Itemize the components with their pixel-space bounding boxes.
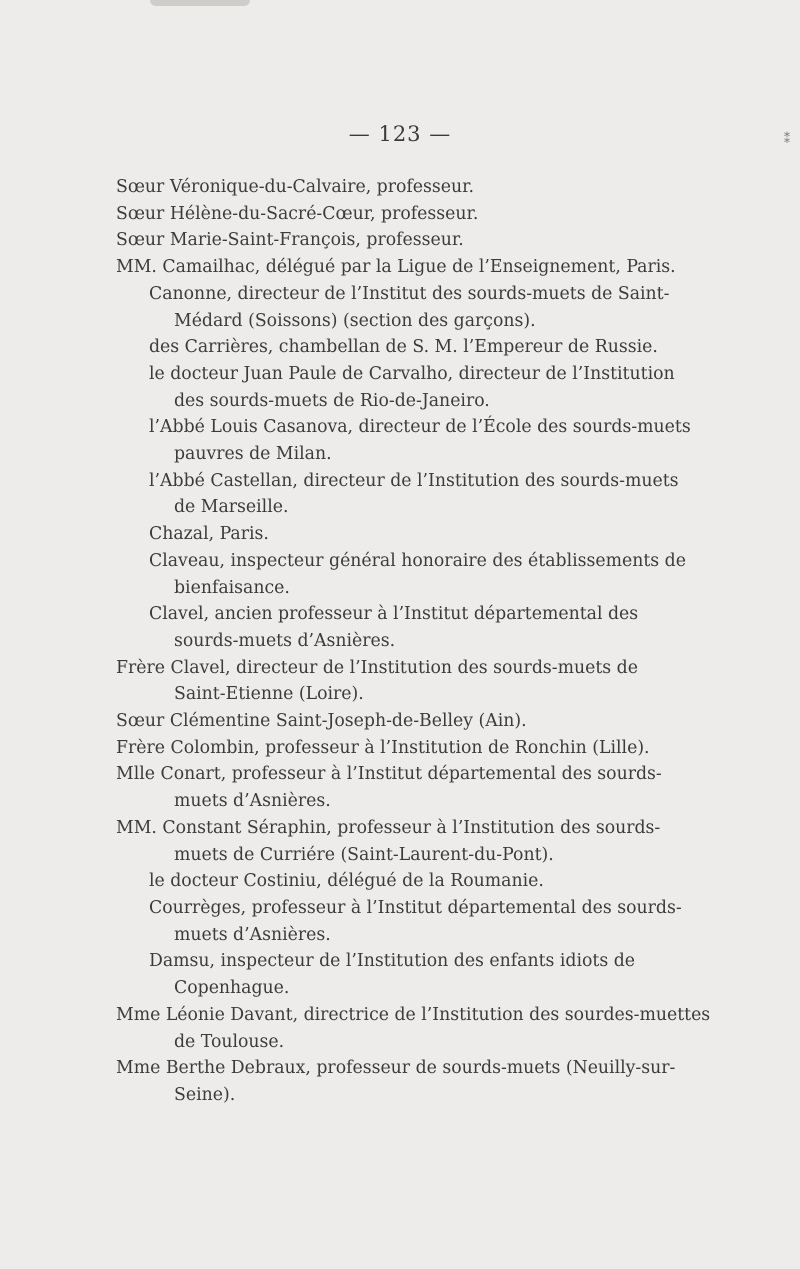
entry-line	[116, 868, 636, 895]
entry-continuation-line	[116, 628, 636, 655]
entry-text: Chazal, Paris.	[149, 524, 269, 545]
entry-title: MM.	[116, 257, 157, 278]
list-entry	[116, 281, 670, 334]
entry-text: Clémentine Saint-Joseph-de-Belley (Ain).	[169, 711, 527, 732]
entry-line	[116, 201, 636, 228]
list-entry	[116, 601, 639, 654]
entry-text: le docteur Juan Paule de Carvalho, directeur de l’Institution	[149, 363, 675, 384]
entry-text: Courrèges, professeur à l’Institut départemental des sourds-	[149, 897, 682, 918]
entry-text: Hélène-du-Sacré-Cœur, professeur.	[169, 203, 479, 224]
entry-continuation-line	[116, 494, 636, 521]
entry-text: Claveau, inspecteur général honoraire des établissements de	[149, 550, 686, 571]
entry-text: Constant Séraphin, professeur à l’Institution des sourds-	[162, 817, 661, 838]
list-entry	[116, 761, 662, 814]
entry-text: le docteur Costiniu, délégué de la Roumanie.	[149, 871, 544, 892]
member-list	[116, 174, 711, 1109]
list-entry	[116, 868, 636, 895]
entry-text: Colombin, professeur à l’Institution de Ronchin (Lille).	[170, 737, 650, 758]
entry-continuation-line	[116, 308, 636, 335]
entry-continuation-line	[116, 842, 636, 869]
entry-title: MM.	[116, 817, 157, 838]
entry-text: Berthe Debraux, professeur de sourds-muets (Neuilly-sur-	[165, 1058, 676, 1079]
entry-text: l’Abbé Louis Casanova, directeur de l’École des sourds-muets	[149, 417, 691, 438]
entry-line	[116, 895, 682, 922]
entry-text: Seine).	[174, 1084, 236, 1105]
entry-line	[116, 655, 636, 682]
entry-continuation-line	[116, 1029, 636, 1056]
entry-line	[116, 521, 636, 548]
entry-text: Léonie Davant, directrice de l’Institution des sourdes-muettes	[165, 1004, 711, 1025]
entry-continuation-line	[116, 441, 636, 468]
entry-text: bienfaisance.	[174, 577, 290, 598]
entry-text: Médard (Soissons) (section des garçons).	[174, 310, 536, 331]
entry-title: Sœur	[116, 177, 165, 197]
entry-text: pauvres de Milan.	[174, 444, 332, 465]
list-entry	[116, 948, 636, 1001]
entry-text: de Marseille.	[174, 497, 289, 518]
entry-text: muets d’Asnières.	[174, 791, 331, 812]
page-number: — 123 —	[348, 122, 452, 146]
page-stain	[150, 0, 250, 6]
entry-text: sourds-muets d’Asnières.	[174, 630, 396, 651]
entry-text: Saint-Etienne (Loire).	[174, 684, 364, 705]
list-entry	[116, 815, 661, 868]
entry-text: Copenhague.	[174, 978, 290, 999]
entry-continuation-line	[116, 788, 636, 815]
entry-text: Marie-Saint-François, professeur.	[169, 230, 464, 251]
entry-title: Sœur	[116, 203, 165, 224]
entry-title: Sœur	[116, 711, 165, 732]
list-entry	[116, 521, 636, 548]
entry-title: Mme	[116, 1004, 161, 1025]
entry-line	[116, 548, 686, 575]
entry-text: Clavel, directeur de l’Institution des sourds-muets de	[170, 657, 638, 678]
entry-line	[116, 601, 639, 628]
list-entry	[116, 468, 679, 521]
entry-line	[116, 948, 636, 975]
list-entry	[116, 334, 658, 361]
entry-line	[116, 334, 658, 361]
entry-text: Canonne, directeur de l’Institut des sourds-muets de Saint-	[149, 283, 670, 304]
entry-line	[116, 468, 679, 495]
entry-continuation-line	[116, 975, 636, 1002]
entry-text: Clavel, ancien professeur à l’Institut départemental des	[149, 604, 639, 625]
entry-text: l’Abbé Castellan, directeur de l’Institution des sourds-muets	[149, 470, 679, 491]
list-entry	[116, 414, 691, 467]
entry-title: Sœur	[116, 230, 165, 251]
entry-text: Camailhac, délégué par la Ligue de l’Enseignement, Paris.	[162, 257, 676, 278]
list-entry	[116, 895, 682, 948]
list-entry	[116, 174, 636, 201]
entry-line	[116, 254, 676, 281]
entry-text: Damsu, inspecteur de l’Institution des enfants idiots de	[149, 951, 636, 972]
entry-continuation-line	[116, 388, 636, 415]
entry-text: des Carrières, chambellan de S. M. l’Empereur de Russie.	[149, 337, 658, 358]
entry-continuation-line	[116, 922, 636, 949]
entry-line	[116, 414, 691, 441]
entry-text: muets d’Asnières.	[174, 924, 331, 945]
entry-line	[116, 174, 636, 201]
entry-title: Mme	[116, 1058, 161, 1079]
entry-text: muets de Curriére (Saint-Laurent-du-Pont).	[174, 844, 554, 865]
list-entry	[116, 1055, 676, 1108]
list-entry	[116, 1002, 711, 1055]
list-entry	[116, 708, 636, 735]
list-entry	[116, 548, 686, 601]
entry-line	[116, 708, 636, 735]
entry-text: des sourds-muets de Rio-de-Janeiro.	[174, 390, 490, 411]
margin-mark: ⁑	[784, 132, 790, 146]
list-entry	[116, 254, 676, 281]
entry-line	[116, 281, 670, 308]
list-entry	[116, 361, 675, 414]
entry-line	[116, 1002, 711, 1029]
entry-continuation-line	[116, 1082, 636, 1109]
entry-title: Frère	[116, 737, 165, 758]
entry-line	[116, 1055, 676, 1082]
list-entry	[116, 201, 636, 228]
entry-text: Véronique-du-Calvaire, professeur.	[169, 177, 474, 197]
list-entry	[116, 655, 636, 708]
entry-title: Mlle	[116, 764, 155, 785]
entry-line	[116, 735, 650, 762]
entry-continuation-line	[116, 575, 636, 602]
entry-text: Conart, professeur à l’Institut départemental des sourds-	[160, 764, 662, 785]
entry-line	[116, 761, 662, 788]
entry-title: Frère	[116, 657, 165, 678]
entry-continuation-line	[116, 681, 636, 708]
entry-line	[116, 361, 675, 388]
entry-line	[116, 815, 661, 842]
entry-text: de Toulouse.	[174, 1031, 285, 1052]
entry-line	[116, 227, 636, 254]
list-entry	[116, 227, 636, 254]
list-entry	[116, 735, 650, 762]
